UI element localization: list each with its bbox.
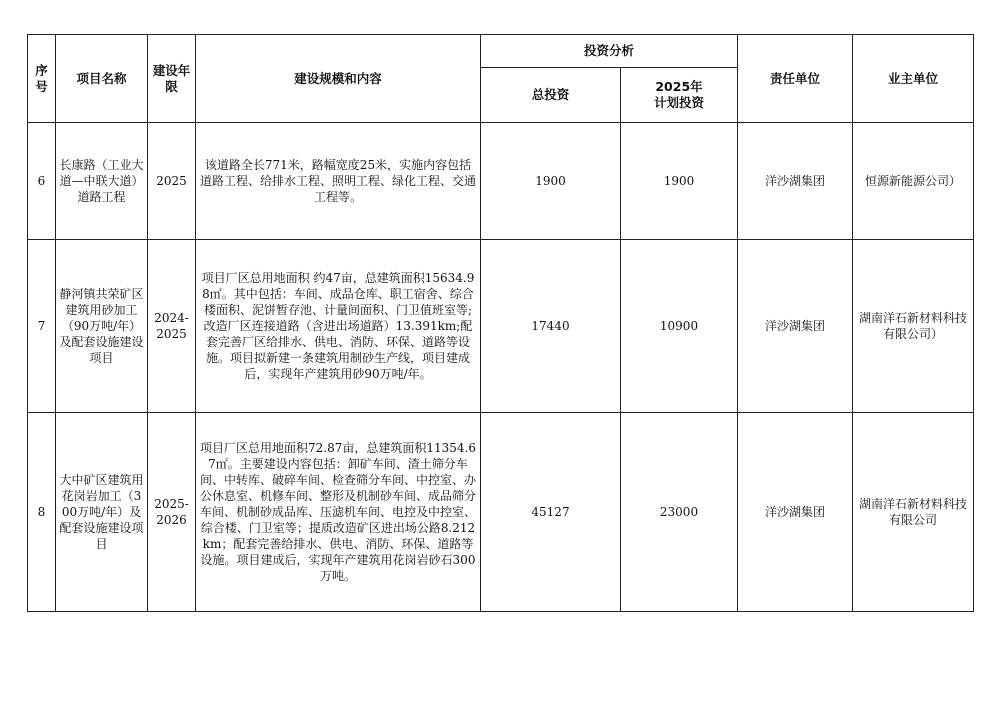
- cell-plan-2025: 1900: [621, 123, 738, 240]
- header-responsible: 责任单位: [738, 35, 853, 123]
- header-scale: 建设规模和内容: [196, 35, 481, 123]
- cell-name: 静河镇共荣矿区建筑用砂加工（90万吨/年）及配套设施建设项目: [56, 240, 148, 413]
- header-row-top: [28, 35, 974, 68]
- header-owner: 业主单位: [853, 35, 974, 123]
- cell-owner: 湖南洋石新材料科技有限公司: [853, 413, 974, 612]
- table-row: [28, 123, 974, 240]
- header-plan-invest-line2: 计划投资: [654, 95, 705, 110]
- cell-responsible: 洋沙湖集团: [738, 123, 853, 240]
- header-plan-invest-line1: 2025年: [655, 79, 703, 94]
- cell-content: 项目厂区总用地面积72.87亩，总建筑面积11354.67㎡。主要建设内容包括：卸矿车间、渣土筛分车间、中转库、破碎车间、检查筛分车间、中控室、办公休息室、机修车间、整形及机制砂车间、成品筛分车间、机制砂成品库、压滤机车间、电控及中控室、综合楼、门卫室等；提质改造矿区进出场公路8.212km；配套完善给排水、供电、消防、环保、道路等设施。项目建成后，实现年产建筑用花岗岩砂石300万吨。: [196, 413, 481, 612]
- cell-total-invest: 17440: [481, 240, 621, 413]
- project-table: [27, 34, 974, 612]
- cell-name: 长康路（工业大道—中联大道）道路工程: [56, 123, 148, 240]
- cell-owner: 湖南洋石新材料科技有限公司）: [853, 240, 974, 413]
- header-years: 建设年限: [148, 35, 196, 123]
- table-row: [28, 240, 974, 413]
- header-name: 项目名称: [56, 35, 148, 123]
- cell-content: 项目厂区总用地面积 约47亩，总建筑面积15634.98㎡。其中包括：车间、成品仓库、职工宿舍、综合楼面积、泥饼暂存池、计量间面积、门卫值班室等;改造厂区连接道路（含进出场道路）13.391km;配套完善厂区给排水、供电、消防、环保、道路等设施。项目拟新建一条建筑用制砂生产线，项目建成后，实现年产建筑用砂90万吨/年。: [196, 240, 481, 413]
- header-total-invest: 总投资: [481, 68, 621, 123]
- cell-seq: 8: [28, 413, 56, 612]
- cell-name: 大中矿区建筑用花岗岩加工（300万吨/年）及配套设施建设项目: [56, 413, 148, 612]
- cell-seq: 7: [28, 240, 56, 413]
- cell-owner: 恒源新能源公司）: [853, 123, 974, 240]
- cell-responsible: 洋沙湖集团: [738, 240, 853, 413]
- cell-total-invest: 45127: [481, 413, 621, 612]
- cell-total-invest: 1900: [481, 123, 621, 240]
- cell-years: 2025: [148, 123, 196, 240]
- cell-seq: 6: [28, 123, 56, 240]
- cell-content: 该道路全长771米，路幅宽度25米，实施内容包括道路工程、给排水工程、照明工程、绿化工程、交通工程等。: [196, 123, 481, 240]
- cell-plan-2025: 23000: [621, 413, 738, 612]
- header-plan-invest: [621, 68, 738, 123]
- cell-responsible: 洋沙湖集团: [738, 413, 853, 612]
- header-invest-group: 投资分析: [481, 35, 738, 68]
- cell-years: 2025-2026: [148, 413, 196, 612]
- cell-years: 2024-2025: [148, 240, 196, 413]
- table-row: [28, 413, 974, 612]
- cell-plan-2025: 10900: [621, 240, 738, 413]
- header-seq: 序号: [28, 35, 56, 123]
